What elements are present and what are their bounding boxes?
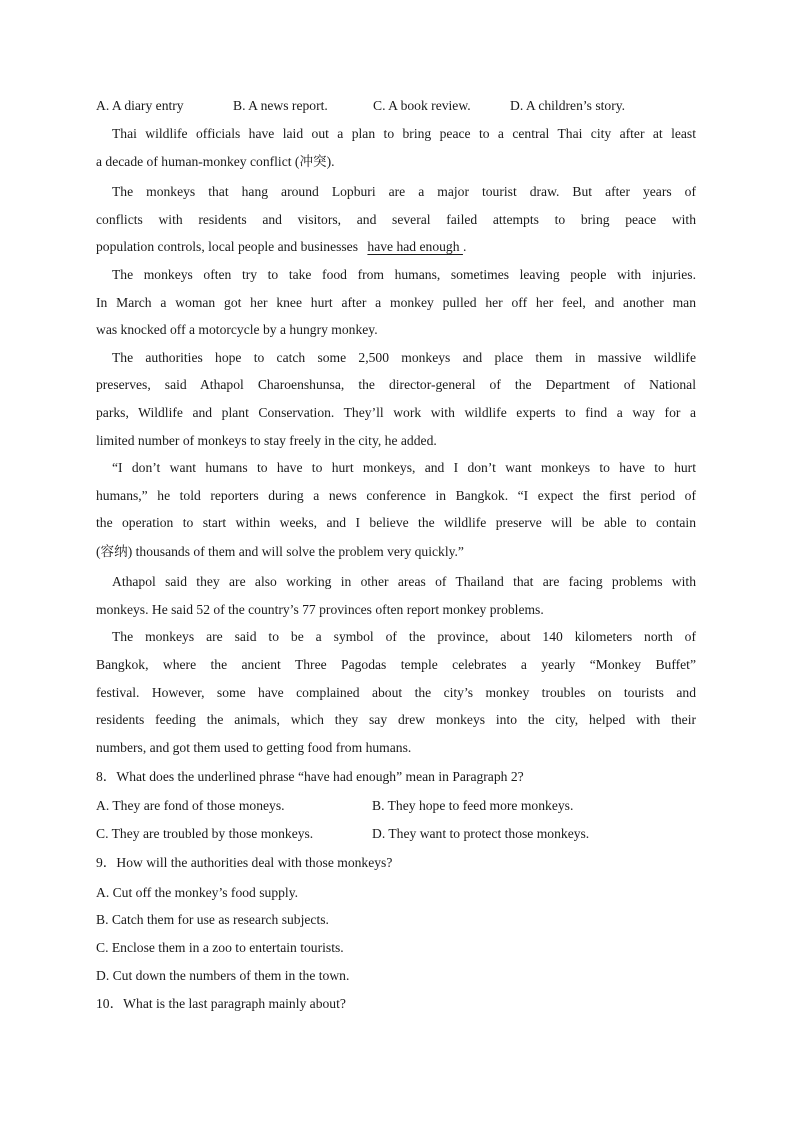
option-b: B. They hope to feed more monkeys.	[372, 798, 574, 813]
underlined-phrase: have had enough	[367, 239, 463, 254]
option-c: C. They are troubled by those monkeys.	[96, 826, 314, 841]
passage-line: The monkeys often try to take food from humans, sometimes leaving people with injuries.	[112, 267, 696, 282]
option-c: C. A book review.	[373, 98, 471, 113]
passage-line	[96, 238, 696, 256]
passage-line: the operation to start within weeks, and I believe the wildlife preserve will be able to contain	[96, 515, 696, 530]
passage-text: population controls, local people and businesses	[96, 239, 359, 254]
passage-line: Bangkok, where the ancient Three Pagodas temple celebrates a yearly “Monkey Buffet”	[96, 657, 696, 672]
option-a: A. They are fond of those moneys.	[96, 798, 285, 813]
passage-line: limited number of monkeys to stay freely in the city, he added.	[96, 433, 437, 448]
option-c: C. Enclose them in a zoo to entertain tourists.	[96, 940, 344, 955]
passage-line: Thai wildlife officials have laid out a plan to bring peace to a central Thai city after at least	[112, 126, 696, 141]
passage-line: The monkeys are said to be a symbol of the province, about 140 kilometers north of	[112, 629, 696, 644]
passage-line: preserves, said Athapol Charoenshunsa, the director-general of the Department of National	[96, 377, 696, 392]
option-d: D. Cut down the numbers of them in the town.	[96, 968, 350, 983]
question-stem: 9．How will the authorities deal with those monkeys?	[96, 855, 393, 870]
passage-line: parks, Wildlife and plant Conservation. They’ll work with wildlife experts to find a way for a	[96, 405, 696, 420]
question-stem: 8．What does the underlined phrase “have had enough” mean in Paragraph 2?	[96, 769, 524, 784]
passage-line: a decade of human-monkey conflict (冲突).	[96, 154, 335, 169]
passage-line: residents feeding the animals, which they say drew monkeys into the city, helped with their	[96, 712, 696, 727]
passage-line: humans,” he told reporters during a news conference in Bangkok. “I expect the first period of	[96, 488, 696, 503]
passage-line: conflicts with residents and visitors, and several failed attempts to bring peace with	[96, 212, 696, 227]
passage-line: Athapol said they are also working in other areas of Thailand that are facing problems with	[112, 574, 696, 589]
option-a: A. Cut off the monkey’s food supply.	[96, 885, 299, 900]
passage-line: The monkeys that hang around Lopburi are a major tourist draw. But after years of	[112, 184, 696, 199]
option-b: B. A news report.	[233, 98, 328, 113]
passage-line: In March a woman got her knee hurt after a monkey pulled her off her feel, and another man	[96, 295, 696, 310]
passage-line: numbers, and got them used to getting food from humans.	[96, 740, 412, 755]
passage-line: festival. However, some have complained about the city’s monkey troubles on tourists and	[96, 685, 696, 700]
option-b: B. Catch them for use as research subjects.	[96, 912, 329, 927]
passage-line: (容纳) thousands of them and will solve the problem very quickly.”	[96, 544, 464, 559]
passage-line: “I don’t want humans to have to hurt monkeys, and I don’t want monkeys to have to hurt	[112, 460, 696, 475]
question-stem: 10．What is the last paragraph mainly about?	[96, 996, 346, 1011]
passage-line: monkeys. He said 52 of the country’s 77 provinces often report monkey problems.	[96, 602, 544, 617]
option-d: D. A children’s story.	[510, 98, 626, 113]
passage-text: .	[462, 239, 467, 254]
passage-line: The authorities hope to catch some 2,500 monkeys and place them in massive wildlife	[112, 350, 696, 365]
option-a: A. A diary entry	[96, 98, 184, 113]
passage-line: was knocked off a motorcycle by a hungry monkey.	[96, 322, 378, 337]
option-d: D. They want to protect those monkeys.	[372, 826, 590, 841]
